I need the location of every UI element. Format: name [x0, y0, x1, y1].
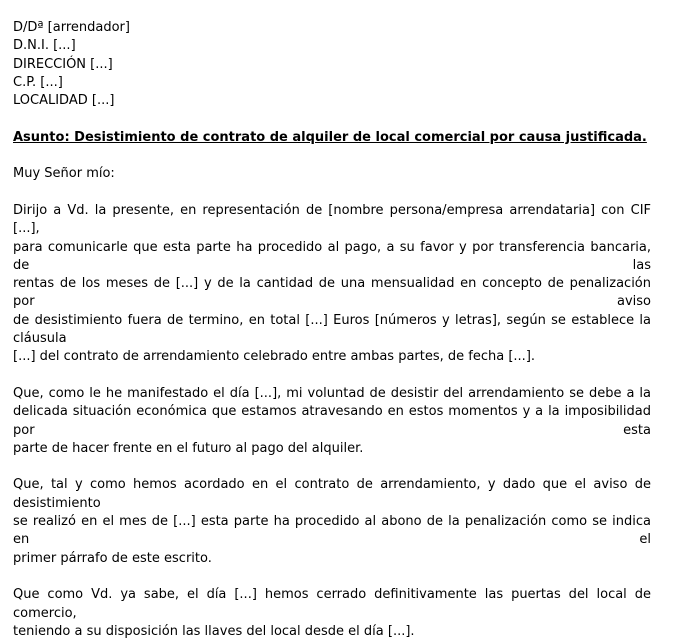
paragraph-line: para comunicarle que esta parte ha procedido al pago, a su favor y por transferencia bancaria, de las — [13, 239, 651, 273]
paragraph-line: Dirijo a Vd. la presente, en representación de [nombre persona/empresa arrendataria] con CIF [...], — [13, 202, 651, 237]
paragraph-line: [...] del contrato de arrendamiento celebrado entre ambas partes, de fecha [...]. — [13, 349, 536, 365]
subject-line: Asunto: Desistimiento de contrato de alquiler de local comercial por causa justificada. — [13, 129, 647, 145]
paragraph-line: delicada situación económica que estamos atravesando en estos momentos y a la imposibilidad por esta — [13, 404, 651, 438]
sender-block — [13, 19, 651, 110]
paragraph-line: primer párrafo de este escrito. — [13, 550, 212, 566]
letter-document — [13, 19, 651, 641]
postal-code-line: C.P. [...] — [13, 74, 63, 90]
paragraph-payment — [13, 202, 651, 367]
paragraph-line: parte de hacer frente en el futuro al pago del alquiler. — [13, 440, 364, 456]
paragraph-line: Que, como le he manifestado el día [...], mi voluntad de desistir del arrendamiento se debe a la — [13, 385, 651, 401]
locality-line: LOCALIDAD [...] — [13, 93, 115, 109]
paragraph-line: Que como Vd. ya sabe, el día [...] hemos cerrado definitivamente las puertas del local de comercio, — [13, 587, 651, 621]
landlord-name-line: D/Dª [arrendador] — [13, 20, 130, 35]
paragraph-line: teniendo a su disposición las llaves del local desde el día [...]. — [13, 623, 415, 639]
paragraph-reason — [13, 385, 651, 458]
paragraph-penalty — [13, 476, 651, 567]
address-line: DIRECCIÓN [...] — [13, 56, 113, 72]
dni-line: D.N.I. [...] — [13, 38, 76, 54]
greeting: Muy Señor mío: — [13, 166, 115, 182]
paragraph-line: Que, tal y como hemos acordado en el contrato de arrendamiento, y dado que el aviso de desistimiento — [13, 477, 651, 511]
paragraph-line: rentas de los meses de [...] y de la cantidad de una mensualidad en concepto de penalización por aviso — [13, 276, 651, 310]
paragraph-line: se realizó en el mes de [...] esta parte ha procedido al abono de la penalización como se indica en el — [13, 514, 651, 548]
paragraph-keys — [13, 586, 651, 641]
paragraph-line: de desistimiento fuera de termino, en total [...] Euros [números y letras], según se establece la cláusula — [13, 312, 651, 347]
